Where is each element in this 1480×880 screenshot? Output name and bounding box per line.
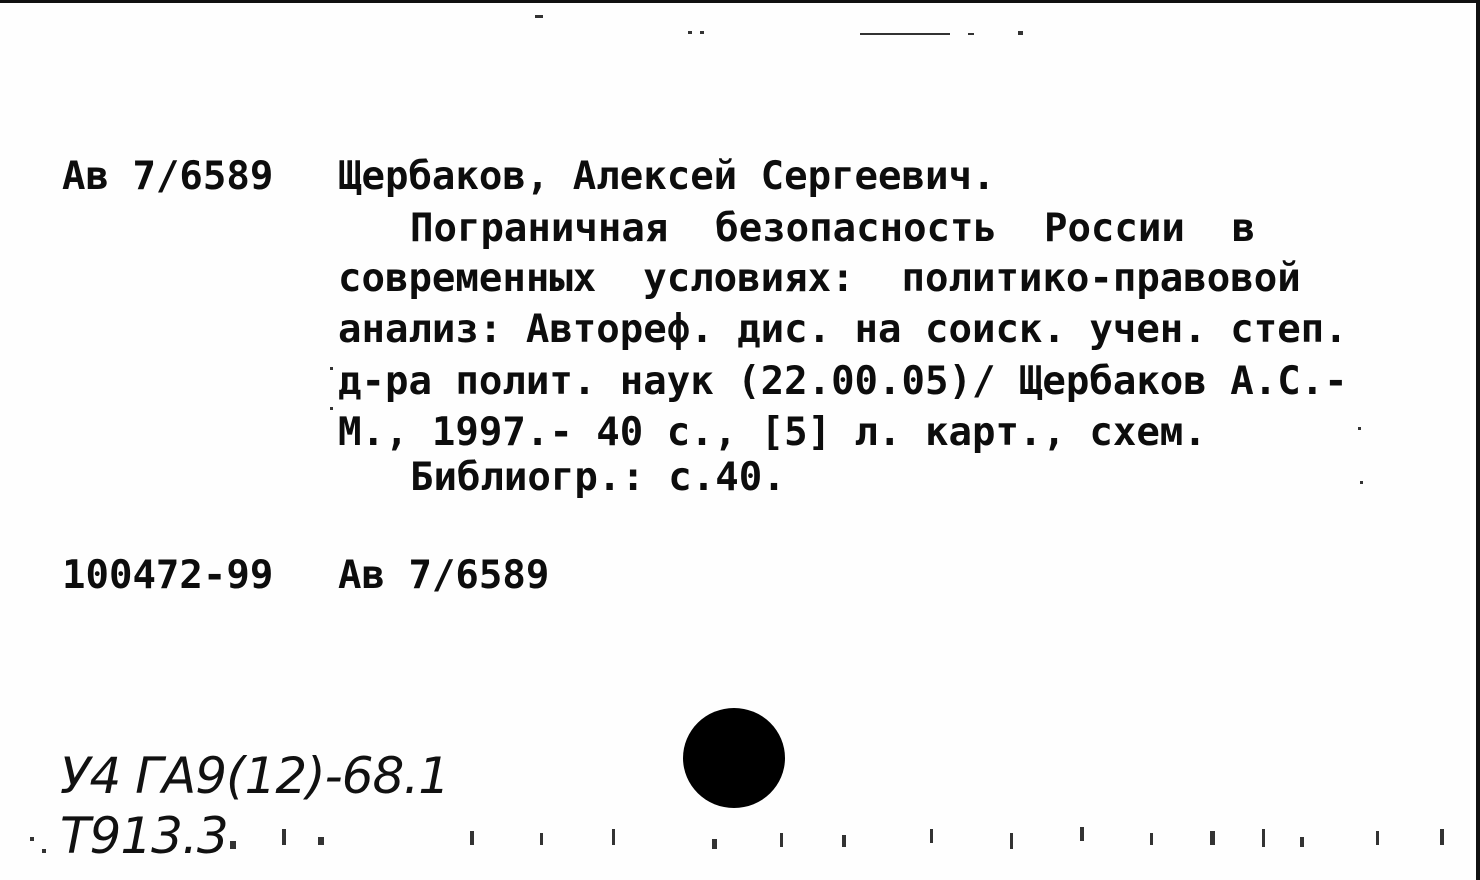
author-sign: Т913.3 [60,807,228,865]
title-line-4: д-ра полит. наук (22.00.05)/ Щербаков А.С.- [338,359,1348,404]
title-line-2: современных условиях: политико-правовой [338,256,1301,301]
inventory-shelfmark: Ав 7/6589 [338,553,550,598]
author-heading: Щербаков, Алексей Сергеевич. [338,154,996,199]
inventory-number: 100472-99 [62,553,274,598]
title-line-1: Пограничная безопасность России в [410,206,1256,251]
imprint-line: М., 1997.- 40 с., [5] л. карт., схем. [338,410,1207,455]
punch-hole [683,708,785,808]
title-line-3: анализ: Автореф. дис. на соиск. учен. степ. [338,307,1348,352]
call-number: Ав 7/6589 [62,154,274,199]
classification-code: У4 ГА9(12)-68.1 [60,747,450,805]
bibliography-note: Библиогр.: с.40. [410,455,786,500]
